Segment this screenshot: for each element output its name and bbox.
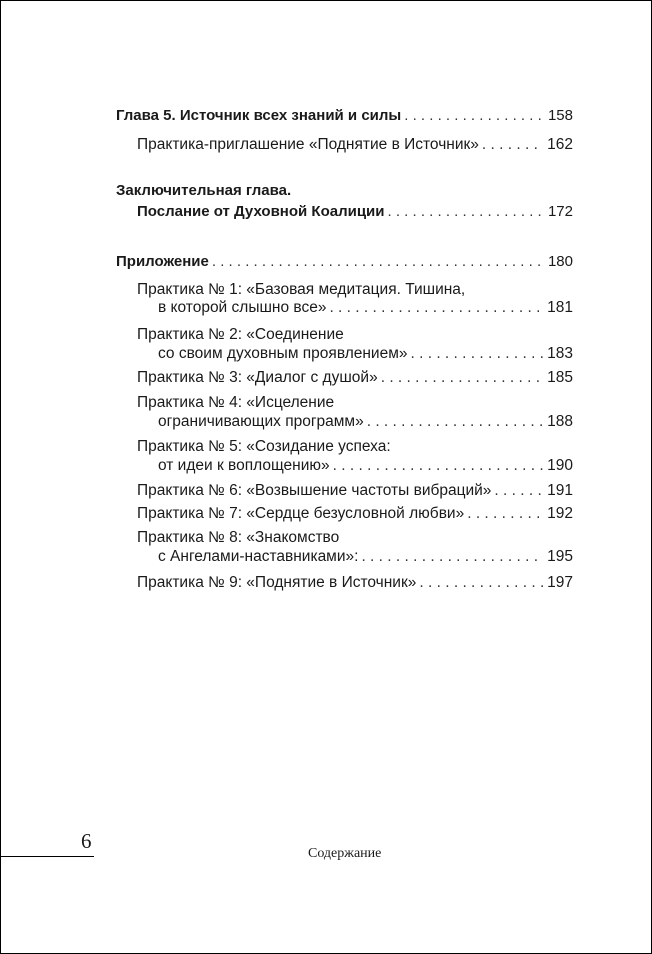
toc-page-number: 183 [547,345,573,362]
toc-page-number: 185 [547,369,573,386]
toc-leader-dots [329,299,543,317]
toc-entry-final-chapter [137,203,573,221]
toc-entry-final-chapter-heading: Заключительная глава. [116,182,292,199]
toc-entry-practice-4 [158,413,573,431]
toc-entry-title: от идеи к воплощению» [158,457,330,474]
toc-entry-practice-1 [158,299,573,317]
toc-page-number: 192 [547,505,573,522]
toc-leader-dots [482,136,543,154]
toc-entry-title: Практика № 7: «Сердце безусловной любви» [137,505,465,522]
toc-leader-dots [388,203,544,221]
toc-entry-practice-5 [158,457,573,475]
toc-entry-appendix [116,253,573,271]
toc-entry-title: в которой слышно все» [158,299,327,316]
toc-entry-practice-8 [158,548,573,566]
page-number: 6 [81,829,92,853]
toc-page-number: 180 [547,253,573,270]
toc-entry-practice-2 [158,345,573,363]
toc-page-number: 162 [547,136,573,153]
toc-page-number: 197 [547,574,573,591]
toc-entry-title: с Ангелами-наставниками»: [158,548,359,565]
toc-page-number: 158 [547,107,573,124]
toc-practice-2-line1: Практика № 2: «Соединение [137,326,344,343]
toc-entry-title: Практика № 6: «Возвышение частоты вибраций» [137,482,492,499]
toc-leader-dots [212,253,544,271]
toc-page-number: 190 [547,457,573,474]
toc-entry-title: Практика № 9: «Поднятие в Источник» [137,574,417,591]
toc-leader-dots [367,413,543,431]
toc-leader-dots [467,505,543,523]
toc-leader-dots [404,107,544,125]
toc-entry-title: Послание от Духовной Коалиции [137,203,385,220]
toc-leader-dots [419,574,543,592]
toc-leader-dots [494,482,543,500]
toc-page-number: 191 [547,482,573,499]
toc-entry-title: Приложение [116,253,209,270]
footer-rule [0,856,94,857]
toc-page-number: 188 [547,413,573,430]
toc-entry-title: Глава 5. Источник всех знаний и силы [116,107,402,124]
toc-leader-dots [333,457,543,475]
toc-entry-practice-3 [137,369,573,387]
toc-entry-title: со своим духовным проявлением» [158,345,408,362]
toc-entry-title: Практика № 3: «Диалог с душой» [137,369,378,386]
toc-page-number: 195 [547,548,573,565]
toc-leader-dots [361,548,543,566]
toc-page-number: 181 [547,299,573,316]
toc-practice-5-line1: Практика № 5: «Созидание успеха: [137,438,391,455]
toc-leader-dots [381,369,543,387]
toc-leader-dots [410,345,543,363]
toc-practice-8-line1: Практика № 8: «Знакомство [137,529,340,546]
running-title: Содержание [308,846,382,861]
toc-entry-chapter-5 [116,107,573,125]
toc-entry-practice-7 [137,505,573,523]
toc-entry-chapter-5-practice [137,136,573,154]
toc-page-number: 172 [547,203,573,220]
toc-entry-practice-9 [137,574,573,592]
toc-entry-title: Практика-приглашение «Поднятие в Источник» [137,136,479,153]
toc-entry-practice-6 [137,482,573,500]
toc-entry-title: ограничивающих программ» [158,413,364,430]
toc-practice-4-line1: Практика № 4: «Исцеление [137,394,335,411]
toc-practice-1-line1: Практика № 1: «Базовая медитация. Тишина, [137,281,466,298]
